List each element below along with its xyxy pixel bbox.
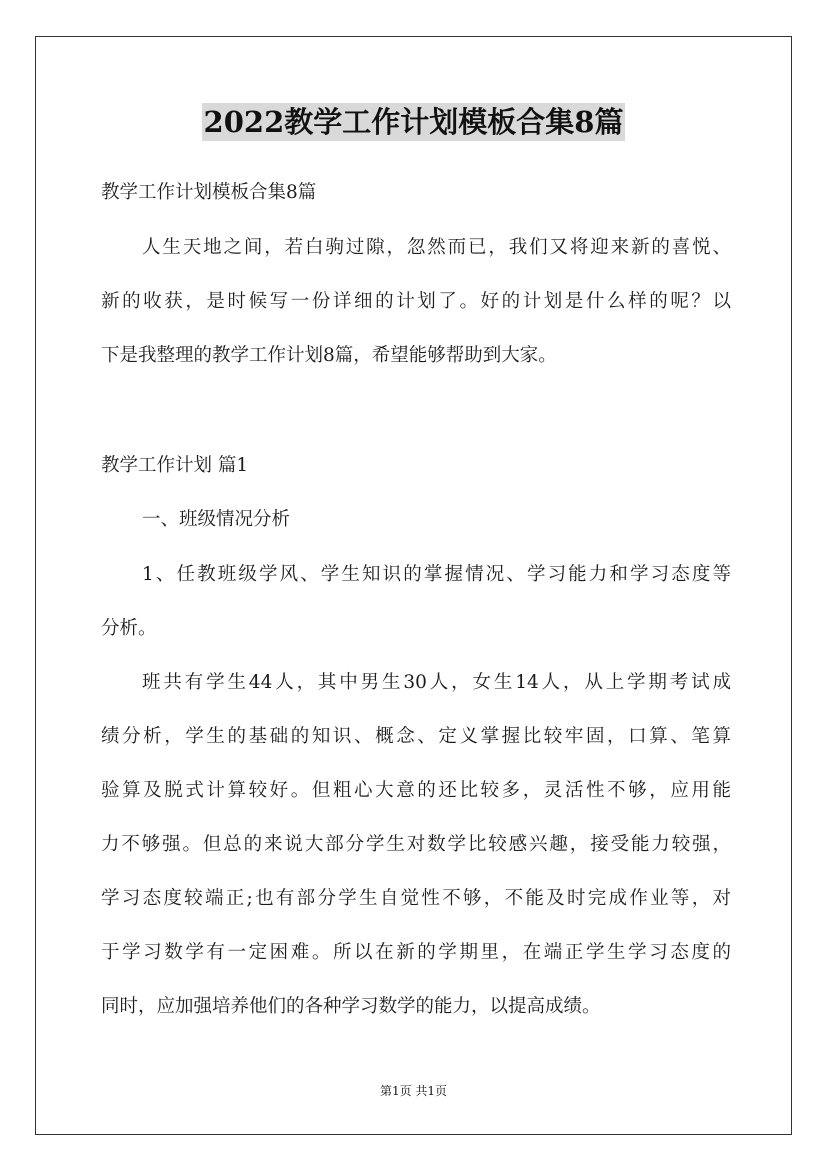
title-container bbox=[0, 103, 827, 141]
document-title: 2022教学工作计划模板合集8篇 bbox=[203, 105, 624, 139]
paragraph-line: 力不够强。但总的来说大部分学生对数学比较感兴趣，接受能力较强， bbox=[101, 834, 731, 855]
page-footer bbox=[0, 1083, 827, 1099]
subsection-heading: 一、班级情况分析 bbox=[142, 509, 291, 530]
section-heading: 教学工作计划 篇1 bbox=[101, 455, 249, 476]
paragraph-line: 同时，应加强培养他们的各种学习数学的能力，以提高成绩。 bbox=[101, 996, 601, 1017]
paragraph-line: 1、任教班级学风、学生知识的掌握情况、学习能力和学习态度等 bbox=[142, 564, 731, 585]
paragraph-line: 班共有学生44人，其中男生30人，女生14人，从上学期考试成 bbox=[142, 672, 731, 693]
page-number-label: 第1页 共1页 bbox=[379, 1084, 448, 1098]
paragraph-line: 学习态度较端正;也有部分学生自觉性不够，不能及时完成作业等，对 bbox=[101, 888, 731, 909]
paragraph-line: 人生天地之间，若白驹过隙，忽然而已，我们又将迎来新的喜悦、 bbox=[142, 237, 731, 258]
paragraph-line: 于学习数学有一定困难。所以在新的学期里，在端正学生学习态度的 bbox=[101, 942, 731, 963]
paragraph-line: 分析。 bbox=[101, 618, 157, 639]
paragraph-line: 下是我整理的教学工作计划8篇，希望能够帮助到大家。 bbox=[101, 345, 557, 366]
paragraph-line: 新的收获，是时候写一份详细的计划了。好的计划是什么样的呢？以 bbox=[101, 291, 731, 312]
subtitle-line: 教学工作计划模板合集8篇 bbox=[101, 182, 317, 203]
paragraph-line: 绩分析，学生的基础的知识、概念、定义掌握比较牢固，口算、笔算 bbox=[101, 726, 731, 747]
paragraph-line: 验算及脱式计算较好。但粗心大意的还比较多，灵活性不够，应用能 bbox=[101, 780, 731, 801]
